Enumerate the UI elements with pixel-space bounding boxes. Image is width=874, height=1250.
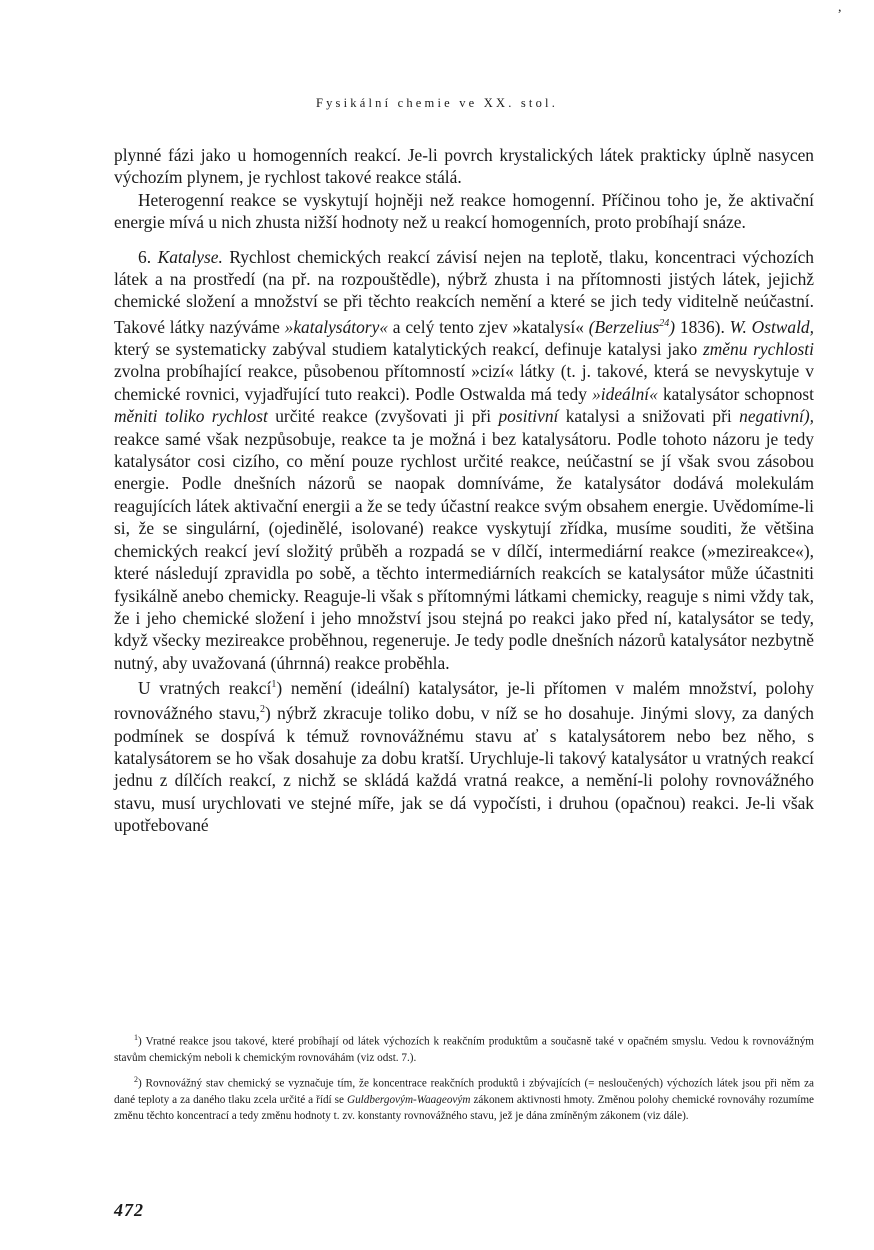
main-text [114,144,814,837]
footnote-ref-1: 1 [271,679,277,691]
paragraph-1: plynné fázi jako u homogenních reakcí. Je-li povrch krystalických látek prakticky úplně nasycen výchozím plynem, je rychlost takové reakce stálá. [114,145,814,188]
footnote-ref-2: 2 [259,704,265,716]
corner-mark: , [838,0,842,15]
page-number: 472 [114,1200,144,1220]
section-number: 6. [138,246,152,267]
footnote-2: $^2$) Rovnovážný stav chemický se vyznačuje tím, že koncentrace reakčních produktů i zbývajících (= nesloučených) výchozích látek jsou při něm za dané teploty a za daného tlaku zcela určité a řídí se Guldbergovým-Waageovým zákonem aktivnosti hmoty. Změnou polohy chemické rovnováhy rozumíme změnu těchto koncentrací a tedy změnu hodnoty t. zv. konstanty rovnovážného stavu, jež je dána zmíněným zákonem (viz dále). [114,1074,815,1123]
paragraph-2: Heterogenní reakce se vyskytují hojněji než reakce homogenní. Příčinou toho je, že aktivační energie mívá u nich zhusta nižší hodnoty než u reakcí homogenních, proto probíhají snáze. [114,189,814,233]
paragraph-catalysis: 6. Katalyse. Rychlost chemických reakcí závisí nejen na teplotě, tlaku, koncentraci výchozích látek a na prostředí (na př. na rozpouštědle), nýbrž zhusta i na přítomnosti jistých látek, jejichž chemické složení a množství se při těchto reakcích nemění a které se jich tedy viditelně neúčastní. Takové látky nazýváme »katalysátory« a celý tento zjev »katalysí« (Berzelius$^{24}$) 1836). W. Ostwald, který se systematicky zabýval studiem katalytických reakcí, definuje katalysi jako změnu rychlosti zvolna probíhající reakce, působenou přítomností »cizí« látky (t. j. takové, která se nevyskytuje v chemické rovnici, vyjadřující tuto reakci). Podle Ostwalda má tedy »ideální« katalysátor schopnost měniti toliko rychlost určité reakce (zvyšovati ji při positivní katalysi a snižovati při negativní), reakce samé však nezpůsobuje, reakce ta je možná i bez katalysátoru. Podle tohoto názoru je tedy katalysátor cosi cizího, co mění pouze rychlost určité reakce, neúčastní se jí však svou zásobou energie. Podle dnešních názorů se naopak domníváme, že katalysátor dodává molekulám reagujících látek aktivační energii a že se tedy účastní reakce svým obsahem energie. Uvědomíme-li si, že se singulární, (ojedinělé, isolované) reakce vyskytují zřídka, musíme souditi, že většina chemických reakcí jeví složitý průběh a rozpadá se v dílčí, intermediární reakce (»mezireakce«), které následují zpravidla po sobě, a těchto intermediárních reakcích se katalysátor může účastniti fysikálně anebo chemicky. Reaguje-li však s přítomnými látkami chemicky, reaguje s nimi vždy tak, že i jeho chemické složení i jeho množství jsou stejná po reakci jako před ní, katalysátor se tedy, když všecky mezireakce proběhnou, regeneruje. Je tedy podle dnešních názorů katalysátor nezbytně nutný, aby uvažovaná (úhrnná) reakce proběhla. [114,246,814,673]
footnote-1: $^1$) Vratné reakce jsou takové, které probíhají od látek výchozích k reakčním produktům a současně také v opačném smyslu. Vedou k rovnovážným stavům chemickým neboli k chemickým rovnováhám (viz odst. 7.). [114,1033,814,1065]
footnotes [114,1030,814,1130]
running-title: Fysikální chemie ve XX. stol. [315,96,559,110]
citation: (Berzelius$^{24}$) [588,316,676,337]
section-heading: Katalyse. [157,246,223,267]
paragraph-reversible: U vratných reakcí$^1$) nemění (ideální) katalysátor, je-li přítomen v malém množství, polohy rovnovážného stavu,$^2$) nýbrž zkracuje toliko dobu, v níž se ho dosahuje. Jinými slovy, za daných podmínek se dospívá k témuž rovnovážnému stavu ať s katalysátorem nebo bez něho, s katalysátorem se ho však dosahuje za dobu kratší. Urychluje-li takový katalysátor u vratných reakcí jednu z dílčích reakcí, z nichž se skládá každá vratná reakce, a nemění-li polohy rovnovážného stavu, musí urychlovati ve stejné míře, jak se dá vypočísti, i druhou (opačnou) reakci. Je-li však upotřebované [114,677,814,836]
